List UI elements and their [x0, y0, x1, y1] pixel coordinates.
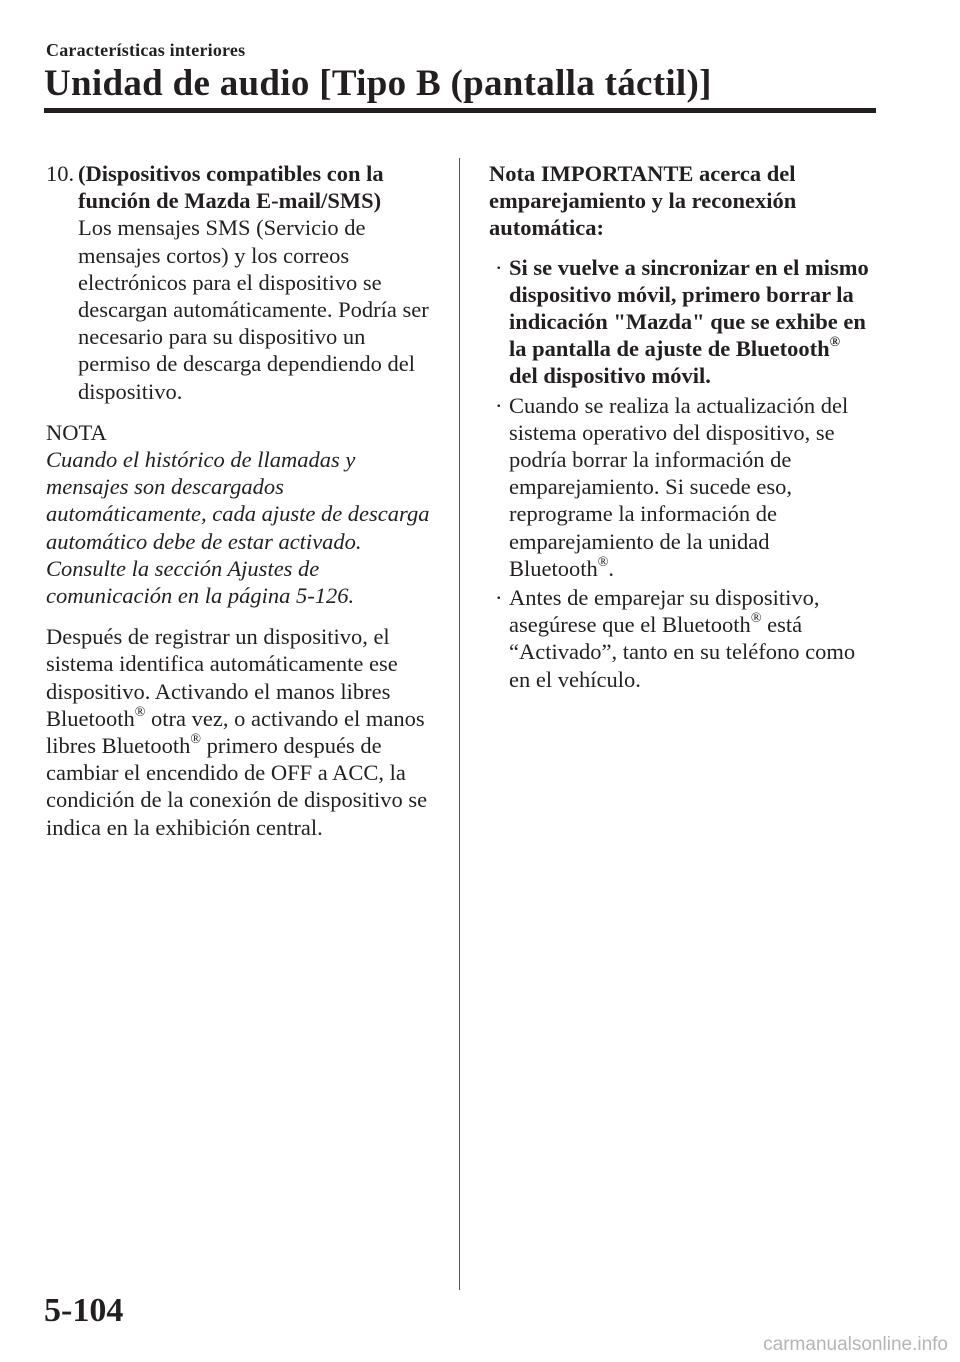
- bullet-line: reprograme la información de: [509, 501, 778, 527]
- text-run: libres Bluetooth: [46, 733, 191, 759]
- section-label: Características interiores: [46, 40, 246, 60]
- numbered-item-10: [46, 160, 441, 405]
- text-run: la pantalla de ajuste de Bluetooth: [509, 336, 830, 362]
- bullet-line: sistema operativo del dispositivo, se: [509, 419, 835, 445]
- nota-line: mensajes son descargados: [46, 474, 284, 500]
- bullet-line: podría borrar la información de: [509, 447, 792, 473]
- registered-mark: ®: [750, 611, 762, 627]
- text-run: asegúrese que el Bluetooth: [509, 612, 751, 638]
- page-number: 5-104: [44, 1292, 124, 1329]
- page-title: Unidad de audio [Tipo B (pantalla táctil)]: [44, 63, 712, 104]
- item-body-line: Los mensajes SMS (Servicio de: [78, 215, 366, 241]
- bullet-line: [509, 335, 889, 362]
- bullet-line: Cuando se realiza la actualización del: [509, 392, 849, 418]
- paragraph-line: dispositivo. Activando el manos libres: [46, 678, 391, 704]
- item-body-line: dispositivo.: [78, 378, 183, 404]
- bullet-line: [509, 611, 889, 638]
- important-heading: [489, 160, 889, 242]
- paragraph-line: indica en la exhibición central.: [46, 814, 323, 840]
- paragraph-line: cambiar el encendido de OFF a ACC, la: [46, 760, 406, 786]
- nota-line: Consulte la sección Ajustes de: [46, 555, 320, 581]
- bullet-item: [489, 392, 889, 582]
- watermark: carmanualsonline.info: [763, 1334, 948, 1355]
- bullet-dot: ·: [495, 392, 503, 418]
- text-run: Bluetooth: [509, 555, 598, 581]
- bullet-line: del dispositivo móvil.: [509, 363, 711, 389]
- title-rule: [44, 108, 876, 113]
- item-number: 10.: [46, 161, 75, 186]
- registered-mark: ®: [597, 554, 609, 570]
- bullet-line: “Activado”, tanto en su teléfono como: [509, 639, 856, 665]
- bullet-line: [509, 555, 889, 582]
- heading-line: automática:: [489, 215, 604, 241]
- registered-mark: ®: [829, 335, 841, 351]
- item-body-line: descargan automáticamente. Podría ser: [78, 297, 429, 323]
- bullet-line: dispositivo móvil, primero borrar la: [509, 281, 854, 307]
- heading-line: Nota IMPORTANTE acerca del: [489, 161, 796, 186]
- item-heading-line: función de Mazda E-mail/SMS): [78, 188, 382, 214]
- item-body-line: permiso de descarga dependiendo del: [78, 351, 415, 377]
- bullet-line: Antes de emparejar su dispositivo,: [509, 585, 820, 611]
- paragraph-line: Después de registrar un dispositivo, el: [46, 624, 390, 650]
- text-run: otra vez, o activando el manos: [145, 705, 425, 731]
- nota-line: comunicación en la página 5-126.: [46, 583, 355, 609]
- heading-line: emparejamiento y la reconexión: [489, 188, 797, 214]
- item-heading-line: (Dispositivos compatibles con la: [78, 161, 384, 186]
- bullet-item: [489, 584, 889, 693]
- item-body-line: electrónicos para el dispositivo se: [78, 269, 382, 295]
- nota-line: Cuando el histórico de llamadas y: [46, 447, 356, 473]
- nota-line: automáticamente, cada ajuste de descarga: [46, 501, 430, 527]
- registered-mark: ®: [134, 704, 146, 720]
- bullet-dot: ·: [495, 254, 503, 280]
- nota-block: [46, 419, 441, 609]
- item-body-line: mensajes cortos) y los correos: [78, 242, 350, 268]
- bullet-line: emparejamiento de la unidad: [509, 528, 770, 554]
- text-run: primero después de: [201, 733, 382, 759]
- column-divider: [459, 158, 460, 1290]
- bullet-line: indicación "Mazda" que se exhibe en: [509, 309, 866, 335]
- bullet-line: emparejamiento. Si sucede eso,: [509, 474, 793, 500]
- bullet-line: Si se vuelve a sincronizar en el mismo: [509, 254, 869, 280]
- bullet-dot: ·: [495, 585, 503, 611]
- paragraph-line: sistema identifica automáticamente ese: [46, 651, 398, 677]
- body-paragraph: [46, 623, 441, 841]
- bullet-item: [489, 254, 889, 390]
- registered-mark: ®: [190, 732, 202, 748]
- paragraph-line: condición de la conexión de dispositivo se: [46, 787, 428, 813]
- text-run: .: [608, 555, 615, 581]
- paragraph-line: [46, 732, 441, 759]
- item-body-line: necesario para su dispositivo un: [78, 324, 366, 350]
- text-run: está: [761, 612, 803, 638]
- nota-line: automático debe de estar activado.: [46, 528, 362, 554]
- left-column: [46, 160, 441, 841]
- right-column: [489, 160, 889, 693]
- bullet-line: en el vehículo.: [509, 666, 641, 692]
- text-run: Bluetooth: [46, 705, 135, 731]
- nota-label: NOTA: [46, 419, 107, 445]
- paragraph-line: [46, 705, 441, 732]
